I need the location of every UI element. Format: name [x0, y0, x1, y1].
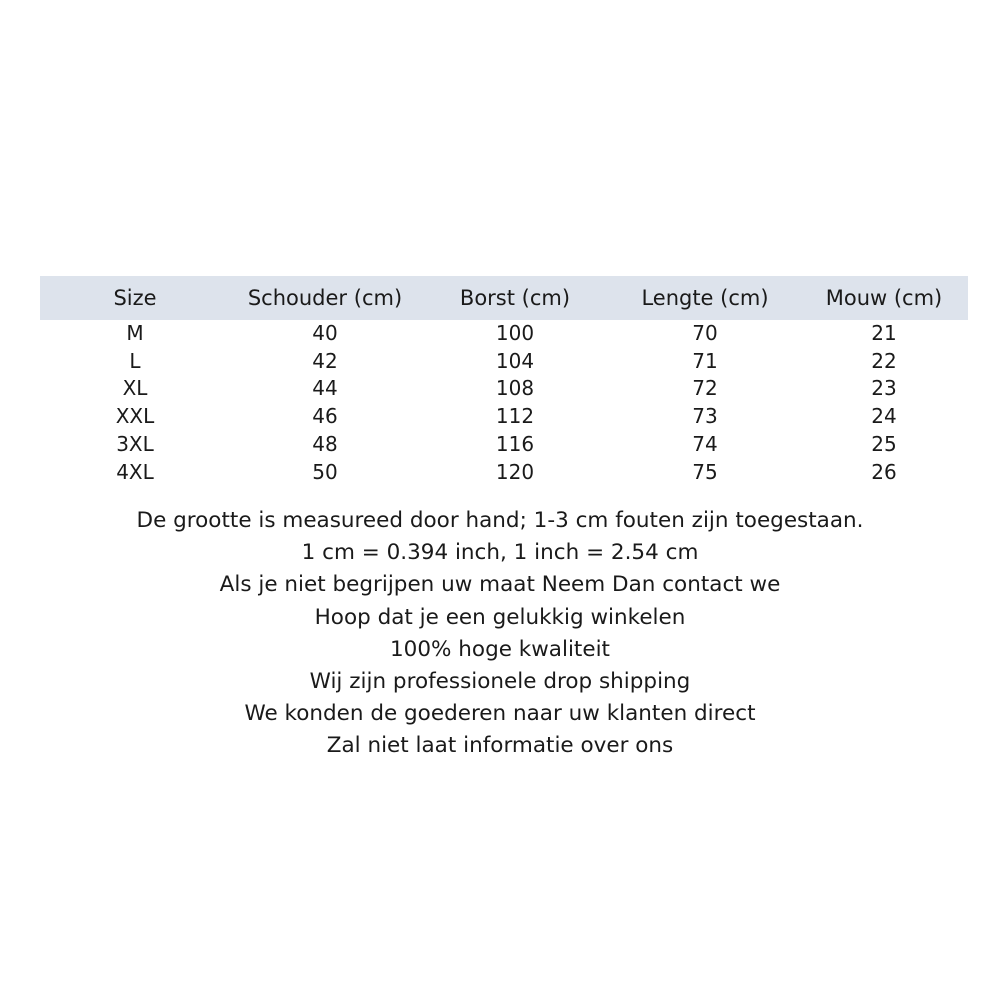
cell-lengte: 70: [692, 321, 718, 345]
cell-lengte: 73: [692, 404, 718, 429]
cell-size: XXL: [115, 404, 155, 429]
cell-size: L: [129, 348, 141, 373]
note-information: Zal niet laat informatie over ons: [326, 733, 674, 759]
cell-mouw: 26: [871, 459, 897, 484]
header-size: Size: [40, 276, 230, 320]
table-row: [40, 320, 968, 348]
table-row: [40, 459, 968, 487]
cell-mouw: 23: [871, 376, 897, 401]
cell-schouder: 42: [312, 348, 338, 373]
table-row: [40, 403, 968, 431]
note-direct-delivery: We konden de goederen naar uw klanten direct: [244, 701, 756, 727]
table-row: [40, 348, 968, 376]
size-chart-table: [40, 276, 968, 486]
header-mouw: Mouw (cm): [800, 276, 968, 320]
cell-size: M: [126, 321, 144, 345]
header-lengte: Lengte (cm): [610, 276, 800, 320]
note-contact: Als je niet begrijpen uw maat Neem Dan contact we: [219, 572, 781, 598]
cell-borst: 112: [495, 404, 535, 429]
size-notes: [0, 505, 1000, 763]
cell-borst: 108: [495, 376, 535, 401]
cell-borst: 100: [495, 321, 535, 345]
cell-borst: 104: [495, 348, 535, 373]
cell-schouder: 48: [312, 431, 338, 456]
cell-schouder: 44: [312, 376, 338, 401]
table-row: [40, 431, 968, 459]
cell-borst: 120: [495, 459, 535, 484]
note-unit-conversion: 1 cm = 0.394 inch, 1 inch = 2.54 cm: [301, 540, 699, 566]
cell-lengte: 74: [692, 431, 718, 456]
cell-lengte: 72: [692, 376, 718, 401]
table-header-row: [40, 276, 968, 320]
header-schouder: Schouder (cm): [230, 276, 420, 320]
cell-size: 4XL: [116, 459, 154, 484]
cell-schouder: 40: [312, 321, 338, 345]
cell-mouw: 25: [871, 431, 897, 456]
cell-mouw: 21: [871, 321, 897, 345]
cell-size: XL: [122, 376, 148, 401]
cell-lengte: 71: [692, 348, 718, 373]
note-shopping: Hoop dat je een gelukkig winkelen: [314, 604, 686, 630]
cell-schouder: 46: [312, 404, 338, 429]
cell-lengte: 75: [692, 459, 718, 484]
note-quality: 100% hoge kwaliteit: [389, 636, 610, 662]
cell-mouw: 22: [871, 348, 897, 373]
cell-borst: 116: [495, 431, 535, 456]
cell-size: 3XL: [116, 431, 154, 456]
note-drop-shipping: Wij zijn professionele drop shipping: [309, 668, 691, 694]
cell-mouw: 24: [871, 404, 897, 429]
cell-schouder: 50: [312, 459, 338, 484]
header-borst: Borst (cm): [420, 276, 610, 320]
note-measurement-tolerance: De grootte is measureed door hand; 1-3 cm fouten zijn toegestaan.: [136, 508, 864, 533]
table-row: [40, 375, 968, 403]
